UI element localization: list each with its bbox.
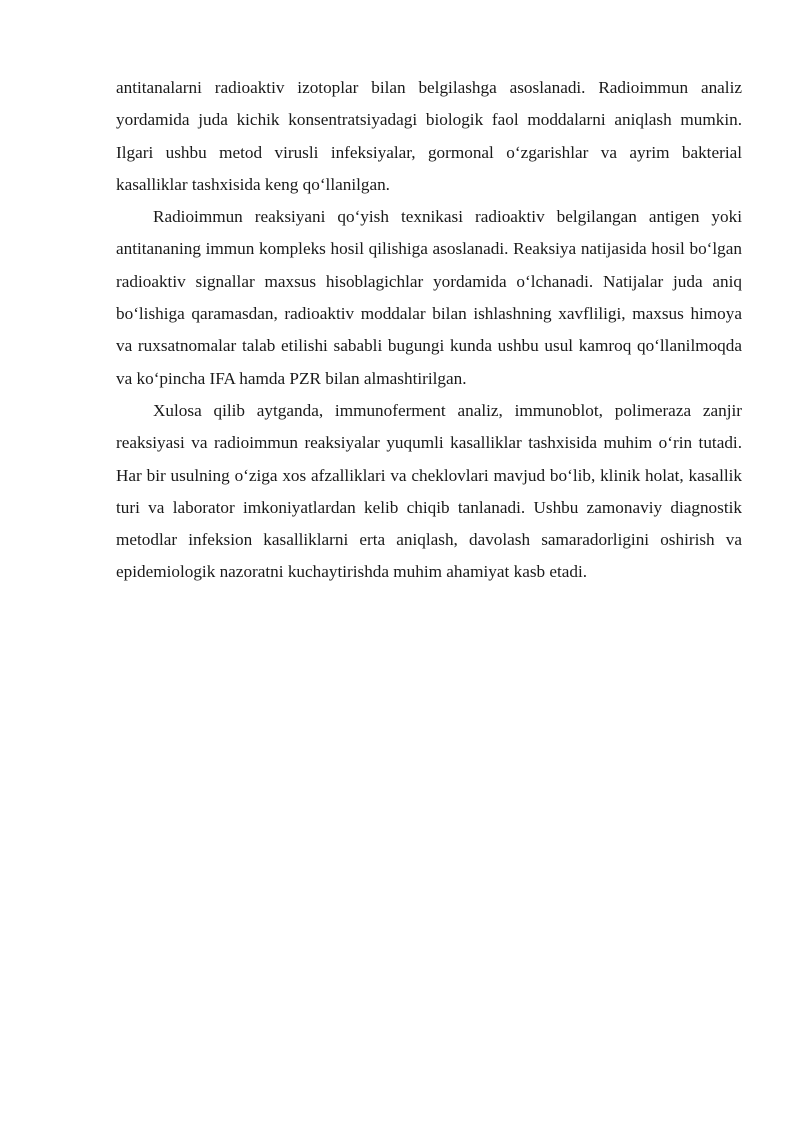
document-body <box>116 72 742 589</box>
paragraph-continuation: antitanalarni radioaktiv izotoplar bilan belgilashga asoslanadi. Radioimmun analiz yordamida juda kichik konsentratsiyadagi biologik faol moddalarni aniqlash mumkin. Ilgari ushbu metod virusli infeksiyalar, gormonal o‘zgarishlar va ayrim bakterial kasalliklar tashxisida keng qo‘llanilgan. <box>116 78 742 194</box>
paragraph-conclusion: Xulosa qilib aytganda, immunoferment analiz, immunoblot, polimeraza zanjir reaksiyasi va radioimmun reaksiyalar yuqumli kasalliklar tashxisida muhim o‘rin tutadi. Har bir usulning o‘ziga xos afzalliklari va cheklovlari mavjud bo‘lib, klinik holat, kasallik turi va laborator imkoniyatlardan kelib chiqib tanlanadi. Ushbu zamonaviy diagnostik metodlar infeksion kasalliklarni erta aniqlash, davolash samaradorligini oshirish va epidemiologik nazoratni kuchaytirishda muhim ahamiyat kasb etadi. <box>116 400 742 582</box>
paragraph-radioimmun-technique: Radioimmun reaksiyani qo‘yish texnikasi radioaktiv belgilangan antigen yoki antitananing immun kompleks hosil qilishiga asoslanadi. Reaksiya natijasida hosil bo‘lgan radioaktiv signallar maxsus hisoblagichlar yordamida o‘lchanadi. Natijalar juda aniq bo‘lishiga qaramasdan, radioaktiv moddalar bilan ishlashning xavfliligi, maxsus himoya va ruxsatnomalar talab etilishi sababli bugungi kunda ushbu usul kamroq qo‘llanilmoqda va ko‘pincha IFA hamda PZR bilan almashtirilgan. <box>116 207 742 388</box>
